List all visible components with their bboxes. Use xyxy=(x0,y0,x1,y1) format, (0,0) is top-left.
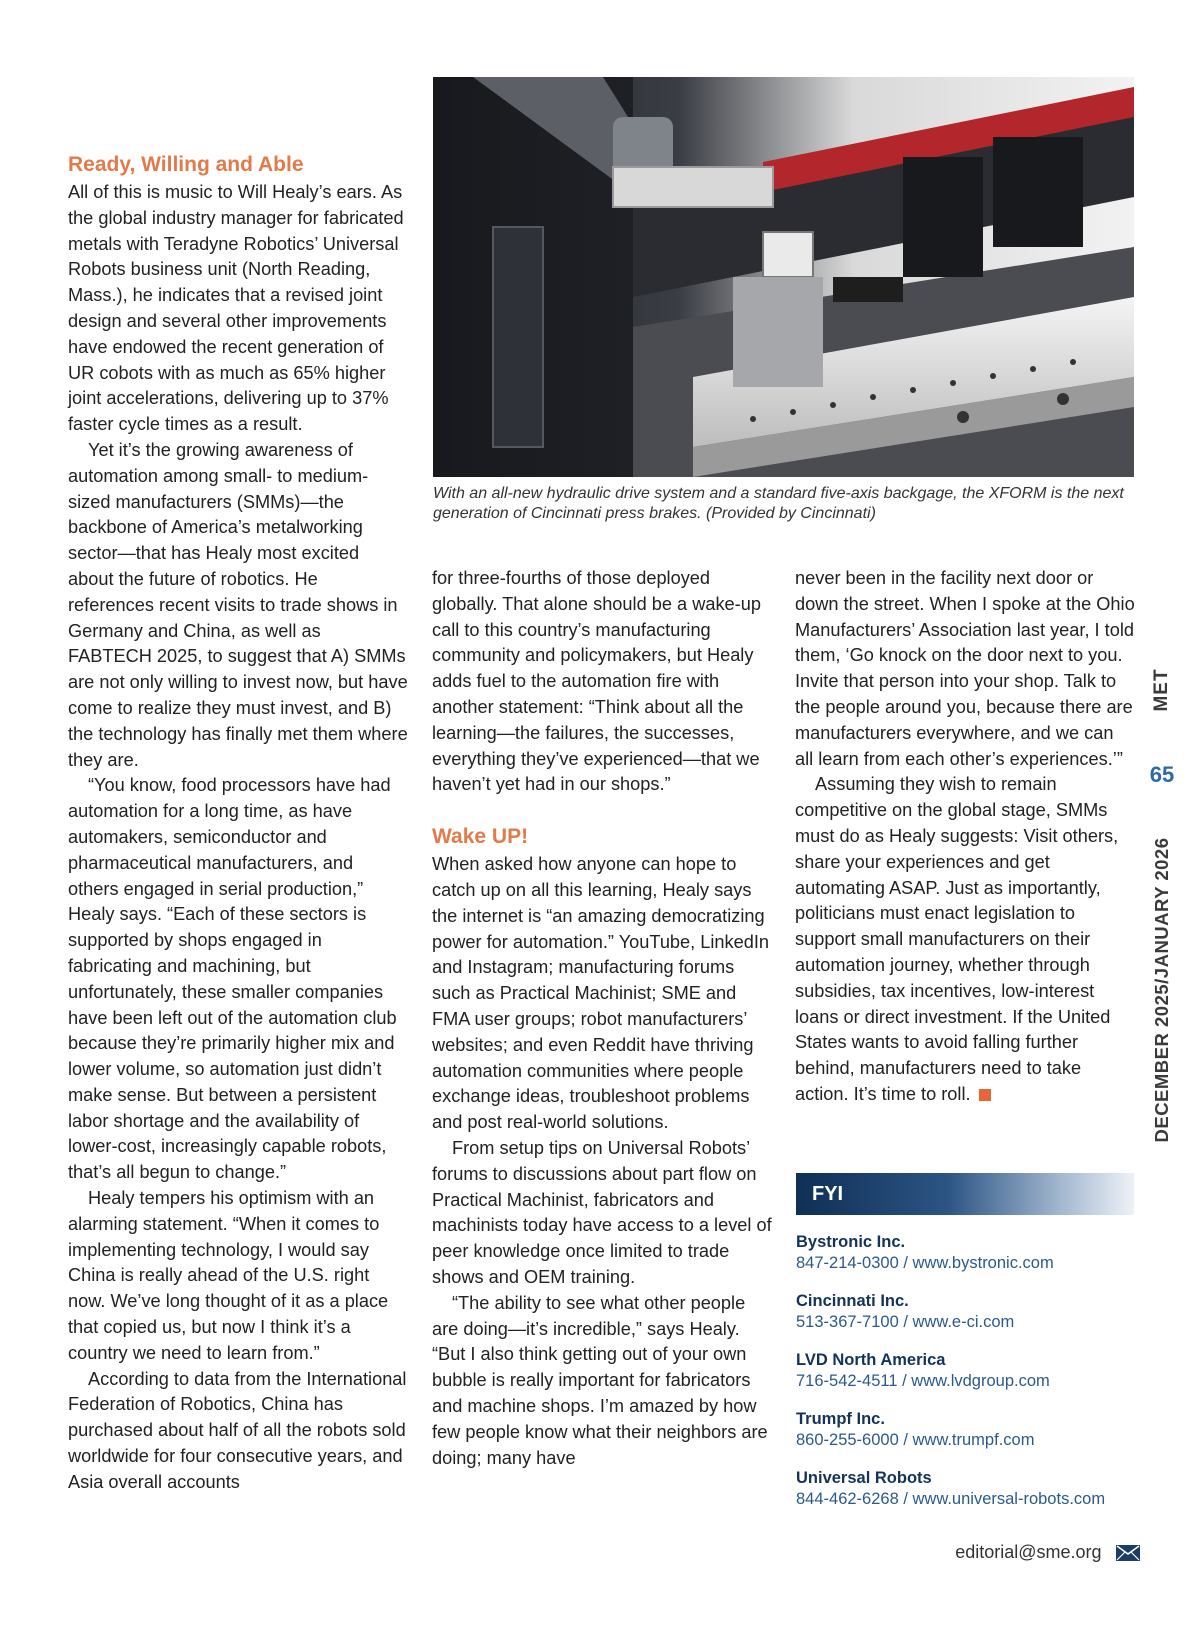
fyi-entry xyxy=(796,1232,1134,1274)
issue-date-text: DECEMBER 2025/JANUARY 2026 xyxy=(1151,837,1172,1143)
paragraph: Healy tempers his optimism with an alarming statement. “When it comes to implementing technology, I would say China is really ahead of the U.S. right now. We’ve long thought of it as a place that copied us, but now I think it’s a country we need to learn from.” xyxy=(68,1188,389,1363)
company-contact[interactable]: 844-462-6268 / www.universal-robots.com xyxy=(796,1490,1106,1508)
company-contact[interactable]: 716-542-4511 / www.lvdgroup.com xyxy=(796,1372,1050,1390)
paragraph: According to data from the International Federation of Robotics, China has purchased about half of all the robots sold worldwide for four consecutive years, and Asia overall accounts xyxy=(68,1368,407,1492)
editorial-email-link[interactable]: editorial@sme.org xyxy=(955,1542,1102,1562)
fyi-box xyxy=(796,1173,1134,1510)
article-column-3 xyxy=(795,566,1135,1108)
fyi-entry xyxy=(796,1409,1134,1451)
page-number: 65 xyxy=(1149,762,1175,787)
fyi-entry xyxy=(796,1350,1134,1392)
paragraph: From setup tips on Universal Robots’ forums to discussions about part flow on Practical Machinist, fabricators and machinists today have access to a level of peer knowledge once limited to trade shows and OEM training. xyxy=(432,1137,772,1287)
envelope-icon[interactable] xyxy=(1116,1545,1140,1561)
company-contact[interactable]: 513-367-7100 / www.e-ci.com xyxy=(796,1313,1015,1331)
paragraph: “You know, food processors have had automation for a long time, as have automakers, semiconductor and pharmaceutical manufacturers, and others engaged in serial production,” Healy says. “Each of these sectors is supported by shops engaged in fabricating and machining, but unfortunately, these smaller companies have been left out of the automation club because they’re primarily higher mix and lower volume, so automation just didn’t make sense. But between a persistent labor shortage and the availability of lower-cost, increasingly capable robots, that’s all begun to change.” xyxy=(68,775,397,1183)
paragraph-final xyxy=(795,772,1135,1107)
paragraph: “The ability to see what other people are doing—it’s incredible,” says Healy. “But I also think getting out of your own bubble is really important for fabricators and machine shops. I’m amazed by how few people know what their neighbors are doing; many have xyxy=(432,1292,768,1468)
issue-date xyxy=(1142,820,1182,1160)
company-name: Universal Robots xyxy=(796,1469,932,1487)
article-column-2 xyxy=(432,566,772,1471)
magazine-name-text: MET xyxy=(1151,668,1172,712)
article-column-1 xyxy=(68,148,408,1496)
page-sidebar xyxy=(1142,660,1182,1170)
paragraph: All of this is music to Will Healy’s ears. As the global industry manager for fabricated metals with Teradyne Robotics’ Universal Robots business unit (North Reading, Mass.), he indicates that a revised joint design and several other improvements have endowed the recent generation of UR cobots with as much as 65% higher joint accelerations, delivering up to 37% faster cycle times as a result. xyxy=(68,182,404,435)
magazine-name xyxy=(1142,660,1182,720)
paragraph: for three-fourths of those deployed globally. That alone should be a wake-up call to this country’s manufacturing community and policymakers, but Healy adds fuel to the automation fire with another statement: “Think about all the learning—the failures, the successes, everything they’ve experienced—that we haven’t yet had in our shops.” xyxy=(432,568,761,795)
paragraph-text: Assuming they wish to remain competitive on the global stage, SMMs must do as Healy suggests: Visit others, share your experiences and get automating ASAP. Just as importantly, politicians must enact legislation to support small manufacturers on their automation journey, whether through subsidies, tax incentives, low-interest loans or direct investment. If the United States wants to avoid falling further behind, manufacturers need to take action. It’s time to roll. xyxy=(795,774,1119,1104)
press-brake-photo xyxy=(433,77,1134,477)
section-heading-wake-up: Wake UP! xyxy=(432,825,529,849)
company-name: LVD North America xyxy=(796,1351,946,1369)
fyi-title: FYI xyxy=(796,1173,1134,1215)
press-brake-illustration xyxy=(433,77,1134,477)
company-name: Trumpf Inc. xyxy=(796,1410,885,1428)
company-contact[interactable]: 860-255-6000 / www.trumpf.com xyxy=(796,1431,1035,1449)
company-name: Bystronic Inc. xyxy=(796,1233,906,1251)
paragraph: never been in the facility next door or down the street. When I spoke at the Ohio Manufacturers’ Association last year, I told them, ‘Go knock on the door next to you. Invite that person into your shop. Talk to the people around you, because there are manufacturers everywhere, and we can all learn from each other’s experiences.’” xyxy=(795,568,1135,769)
fyi-entry xyxy=(796,1468,1134,1510)
company-name: Cincinnati Inc. xyxy=(796,1292,909,1310)
section-heading-ready: Ready, Willing and Able xyxy=(68,153,304,176)
paragraph: Yet it’s the growing awareness of automation among small- to medium-sized manufacturers (SMMs)—the backbone of America’s metalworking sector—that has Healy most excited about the future of robotics. He references recent visits to trade shows in Germany and China, as well as FABTECH 2025, to suggest that A) SMMs are not only willing to invest now, but have come to realize they must invest, and B) the technology has finally met them where they are. xyxy=(68,439,408,770)
photo-caption: With an all-new hydraulic drive system and a standard five-axis backgage, the XFORM is the next generation of Cincinnati press brakes. (Provided by Cincinnati) xyxy=(433,485,1124,522)
fyi-entry xyxy=(796,1291,1134,1333)
company-contact[interactable]: 847-214-0300 / www.bystronic.com xyxy=(796,1254,1054,1272)
paragraph: When asked how anyone can hope to catch up on all this learning, Healy says the internet is “an amazing democratizing power for automation.” YouTube, LinkedIn and Instagram; manufacturing forums such as Practical Machinist; SME and FMA user groups; robot manufacturers’ websites; and even Reddit have thriving automation communities where people exchange ideas, troubleshoot problems and post real-world solutions. xyxy=(432,854,770,1133)
end-mark-icon xyxy=(979,1089,991,1101)
footer xyxy=(900,1542,1140,1572)
